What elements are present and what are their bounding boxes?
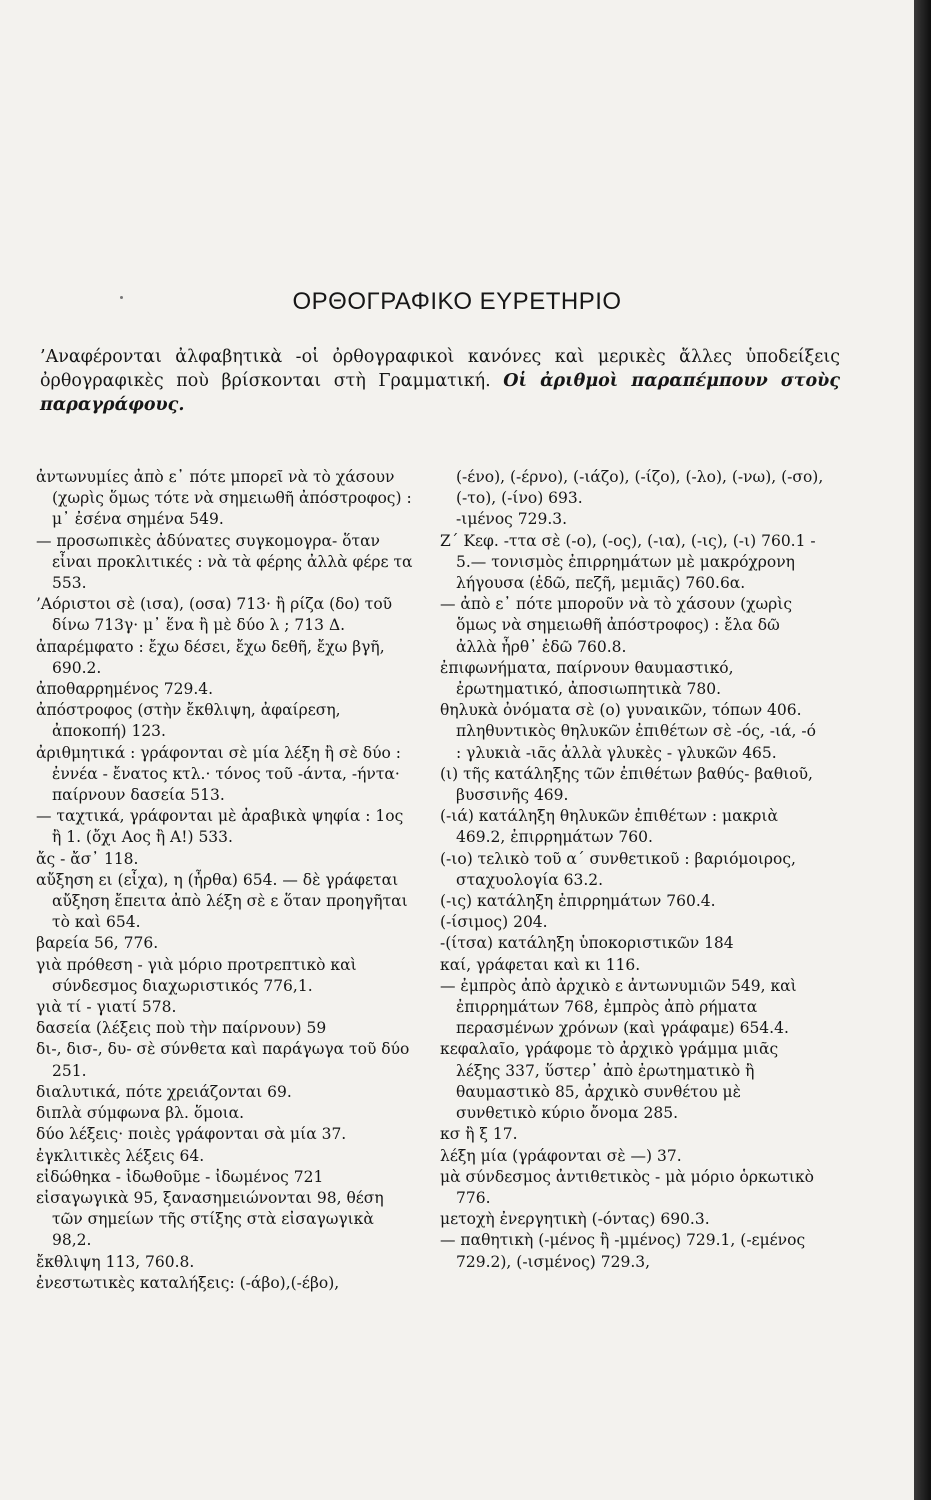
index-entry: — παθητικὴ (‑μένος ἢ ‑μμένος) 729.1, (‑εμένος 729.2), (‑ισμένος) 729.3,: [440, 1231, 806, 1271]
index-entry: (‑ιά) κατάληξη θηλυκῶν ἐπιθέτων : μακριὰ 469.2, ἐπιρρημάτων 760.: [440, 807, 778, 847]
index-entry: ἄς ‑ ἄσ᾿ 118.: [36, 849, 139, 868]
index-entry: (ι) τῆς κατάληξης τῶν ἐπιθέτων βαθύς‑ βαθιοῦ, βυσσινῆς 469.: [440, 764, 813, 805]
index-entry: (‑ιο) τελικὸ τοῦ α΄ συνθετικοῦ : βαριόμοιρος, σταχυολογία 63.2.: [440, 849, 796, 889]
index-entry: εἰδώθηκα ‑ ἰδωθοῦμε ‑ ἰδωμένος 721: [36, 1167, 324, 1186]
index-right-column: [440, 467, 825, 1273]
index-entry: δασεία (λέξεις ποὺ τὴν παίρνουν) 59: [36, 1019, 327, 1038]
index-entry: δι‑, δισ‑, δυ‑ σὲ σύνθετα καὶ παράγωγα τοῦ δύο 251.: [36, 1040, 410, 1080]
index-entry: γιὰ πρόθεση ‑ γιὰ μόριο προτρεπτικὸ καὶ σύνδεσμος διαχωριστικός 776,1.: [36, 955, 357, 995]
index-entry: — ἀπὸ ε᾿ πότε μποροῦν νὰ τὸ χάσουν (χωρὶς ὅμως νὰ σημειωθῆ ἀπόστροφος) : ἔλα δῶ ἀλλὰ ἦρθ᾿ ἐδῶ 760.8.: [440, 595, 793, 656]
index-entry: ’Αόριστοι σὲ (ισα), (οσα) 713· ἢ ρίζα (δο) τοῦ δίνω 713γ· μ᾿ ἕνα ἢ μὲ δύο λ ; 713 Δ.: [36, 595, 393, 635]
index-entry: ‑ιμένος 729.3.: [456, 510, 568, 529]
index-entry: ἔκθλιψη 113, 760.8.: [36, 1252, 195, 1271]
index-entry: — ἐμπρὸς ἀπὸ ἀρχικὸ ε ἀντωνυμιῶν 549, καὶ ἐπιρρημάτων 768, ἐμπρὸς ἀπὸ ρήματα περασμένων χρόνων (καὶ γράφαμε) 654.4.: [440, 976, 797, 1038]
index-entry: ἀπόστροφος (στὴν ἔκθλιψη, ἀφαίρεση, ἀποκοπή) 123.: [36, 701, 341, 741]
index-entry: ‑(ίτσα) κατάληξη ὑποκοριστικῶν 184: [440, 934, 734, 953]
scan-edge: [914, 0, 931, 1500]
intro-text: ’Αναφέρονται ἀλφαβητικὰ ‑οἱ ὀρθογραφικοὶ κανόνες καὶ μερικὲς ἄλλες ὑποδείξεις ὀρθογραφικὲς ποὺ βρίσκονται στὴ Γραμματική.: [40, 347, 840, 391]
index-entry: θηλυκὰ ὀνόματα σὲ (ο) γυναικῶν, τόπων 406.: [440, 701, 802, 720]
index-entry: καί, γράφεται καὶ κι 116.: [440, 955, 641, 974]
index-entry: ἀποθαρρημένος 729.4.: [36, 680, 214, 699]
intro-note: Οἱ ἀριθμοὶ παραπέμπουν στοὺς παραγράφους.: [40, 371, 840, 415]
index-entry: μετοχὴ ἐνεργητικὴ (‑όντας) 690.3.: [440, 1210, 710, 1229]
index-entry: κεφαλαῖο, γράφομε τὸ ἀρχικὸ γράμμα μιᾶς λέξης 337, ὕστερ᾿ ἀπὸ ἐρωτηματικὸ ἢ θαυμαστικὸ 85, ἀρχικὸ συνθέτου μὲ συνθετικὸ κύριο ὄνομα 285.: [440, 1040, 779, 1123]
index-entry: ἐγκλιτικὲς λέξεις 64.: [36, 1146, 205, 1165]
index-entry: κσ ἢ ξ 17.: [440, 1125, 518, 1144]
index-entry: (‑ένο), (‑έρνο), (‑ιάζο), (‑ίζο), (‑λο), (‑νω), (‑σο), (‑το), (‑ίνο) 693.: [456, 468, 824, 508]
index-entry: μὰ σύνδεσμος ἀντιθετικὸς ‑ μὰ μόριο ὁρκωτικὸ 776.: [440, 1167, 814, 1207]
index-entry: ἐνεστωτικὲς καταλήξεις: (‑άβο),(‑έβο),: [36, 1273, 340, 1292]
index-entry: δύο λέξεις· ποιὲς γράφονται σὰ μία 37.: [36, 1125, 347, 1144]
index-entry: ἀπαρέμφατο : ἔχω δέσει, ἔχω δεθῆ, ἔχω βγῆ, 690.2.: [36, 637, 385, 677]
index-entry: ἐπιφωνήματα, παίρνουν θαυμαστικό, ἐρωτηματικό, ἀποσιωπητικὰ 780.: [440, 658, 734, 699]
index-entry: (‑ίσιμος) 204.: [440, 913, 548, 932]
index-entry: εἰσαγωγικὰ 95, ξανασημειώνονται 98, θέση τῶν σημείων τῆς στίξης στὰ εἰσαγωγικὰ 98,2.: [36, 1188, 384, 1250]
page-title: ΟΡΘΟΓΡΑΦΙΚΟ ΕΥΡΕΤΗΡΙΟ: [292, 288, 622, 315]
index-entry: — ταχτικά, γράφονται μὲ ἀραβικὰ ψηφία : 1ος ἢ 1. (ὄχι Αος ἢ Α!) 533.: [36, 807, 404, 847]
intro-paragraph: [40, 345, 840, 417]
index-left-column: [36, 467, 416, 1294]
index-entry: βαρεία 56, 776.: [36, 934, 159, 953]
index-entry: (‑ις) κατάληξη ἐπιρρημάτων 760.4.: [440, 892, 716, 911]
index-entry: γιὰ τί ‑ γιατί 578.: [36, 998, 177, 1017]
index-entry: διπλὰ σύμφωνα βλ. ὅμοια.: [36, 1104, 245, 1123]
index-entry: — προσωπικὲς ἀδύνατες συγκομογρα‑ ὅταν εἶναι προκλιτικές : νὰ τὰ φέρης ἀλλὰ φέρε τα 553.: [36, 531, 413, 593]
index-entry: διαλυτικά, πότε χρειάζονται 69.: [36, 1082, 292, 1101]
index-entry: ἀριθμητικά : γράφονται σὲ μία λέξη ἢ σὲ δύο : ἐννέα ‑ ἔνατος κτλ.· τόνος τοῦ ‑άντα, ‑ήντα· παίρνουν δασεία 513.: [36, 743, 401, 805]
index-entry: αὔξηση ει (εἶχα), η (ἦρθα) 654. — δὲ γράφεται αὔξηση ἔπειτα ἀπὸ λέξη σὲ ε ὅταν προηγῆται τὸ καὶ 654.: [36, 870, 408, 932]
index-entry: Ζ΄ Κεφ. ‑ττα σὲ (‑ο), (‑ος), (‑ια), (‑ις), (‑ι) 760.1 ‑ 5.— τονισμὸς ἐπιρρημάτων μὲ μακρόχρονη λήγουσα (ἐδῶ, πεζῆ, μεμιᾶς) 760.6α.: [440, 531, 816, 593]
index-entry: πληθυντικὸς θηλυκῶν ἐπιθέτων σὲ ‑ός, ‑ιά, ‑ό : γλυκιὰ ‑ιᾶς ἀλλὰ γλυκὲς ‑ γλυκῶν 465.: [456, 722, 816, 762]
index-entry: λέξη μία (γράφονται σὲ —) 37.: [440, 1146, 682, 1165]
index-entry: ἀντωνυμίες ἀπὸ ε᾿ πότε μπορεῖ νὰ τὸ χάσουν (χωρὶς ὅμως τότε νὰ σημειωθῆ ἀπόστροφος) : μ᾿ ἐσένα σημένα 549.: [36, 468, 412, 529]
